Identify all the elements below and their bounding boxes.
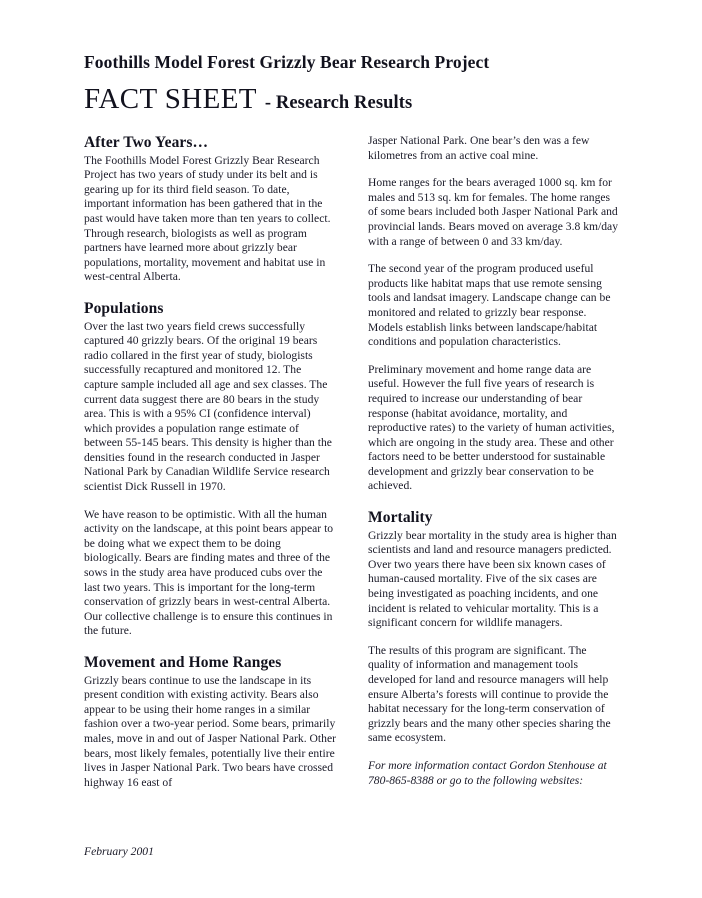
paragraph-after-two-years: The Foothills Model Forest Grizzly Bear Research Project has two years of study under its belt and is gearing up for its third field season. To date, important information has been gathered that in the past would have taken more than ten years to collect. Through research, biologists as well as program partners have learned more about grizzly bear populations, mortality, movement and habitat use in west-central Alberta. xyxy=(84,153,331,284)
paragraph-populations-2: We have reason to be optimistic. With all the human activity on the landscape, at this point bears appear to be doing what we expect them to be doing biologically. Bears are finding mates and three of the sows in the study area have produced cubs over the last two years. This is important for the long-term conservation of grizzly bears in west-central Alberta. Our collective challenge is to ensure this continues in the future. xyxy=(84,507,334,638)
paragraph-second-year: The second year of the program produced useful products like habitat maps that use remote sensing tools and landsat imagery. Landscape change can be monitored and related to grizzly bear response. Models establish links between landscape/habitat conditions and population characteristics. xyxy=(368,262,611,349)
heading-populations: Populations xyxy=(84,299,164,317)
right-column xyxy=(368,134,620,790)
document-header xyxy=(84,52,644,116)
heading-movement-and-home-ranges: Movement and Home Ranges xyxy=(84,654,282,671)
paragraph-mortality-2: The results of this program are significant. The quality of information and management tools developed for land and resource managers will help ensure Alberta’s forests will continue to provide the habitat necessary for the long-term conservation of grizzly bears and the many other species sharing the same ecosystem. xyxy=(368,643,611,745)
organization-title: Foothills Model Forest Grizzly Bear Research Project xyxy=(84,52,490,72)
paragraph-movement-continuation: Jasper National Park. One bear’s den was a few kilometres from an active coal mine. xyxy=(368,134,590,162)
left-column xyxy=(84,134,336,790)
paragraph-home-ranges: Home ranges for the bears averaged 1000 sq. km for males and 513 sq. km for females. The home ranges of some bears included both Jasper National Park and provincial lands. Bears moved on average 3.8 km/day with a range of between 0 and 33 km/day. xyxy=(368,176,619,248)
fact-sheet-title: FACT SHEET xyxy=(84,82,257,115)
paragraph-populations-1: Over the last two years field crews successfully captured 40 grizzly bears. Of the original 19 bears radio collared in the first year of study, biologists successfully recaptured and monitored 12. The capture sample included all age and sex classes. The current data suggest there are 80 bears in the study area. This is with a 95% CI (confidence interval) which provides a population range estimate of between 55-145 bears. This density is higher than the densities found in the research conducted in Jasper National Park by Canadian Wildlife Service research scientist Dick Russell in 1970. xyxy=(84,319,332,494)
footer-date: February 2001 xyxy=(84,845,154,858)
two-column-body xyxy=(84,134,620,790)
research-results-subtitle: - Research Results xyxy=(264,92,413,113)
heading-after-two-years: After Two Years… xyxy=(84,134,209,151)
fact-sheet-title-line xyxy=(84,84,644,116)
paragraph-mortality-1: Grizzly bear mortality in the study area is higher than scientists and land and resource managers predicted. Over two years there have been six known cases of human-caused mortality. Five of the six cases are being investigated as poaching incidents, and one incident is related to vehicular mortality. This is a significant concern for wildlife managers. xyxy=(368,528,617,630)
heading-mortality: Mortality xyxy=(368,509,433,527)
paragraph-preliminary-data: Preliminary movement and home range data are useful. However the full five years of research is required to increase our understanding of bear response (habitat avoidance, mortality, and reproductive rates) to the variety of human activities, which are ongoing in the study area. These and other factors need to be better understood for sustainable development and grizzly bear conservation to be achieved. xyxy=(368,362,615,493)
paragraph-movement-and-home-ranges: Grizzly bears continue to use the landscape in its present condition with existing activity. Bears also appear to be using their home ranges in a similar fashion over a two-year period. Some bears, primarily males, move in and out of Jasper National Park. Other bears, most likely females, potentially live their entire lives in Jasper National Park. Two bears have crossed highway 16 east of xyxy=(84,673,336,789)
paragraph-contact-info: For more information contact Gordon Stenhouse at 780-865-8388 or go to the following websites: xyxy=(368,758,607,787)
